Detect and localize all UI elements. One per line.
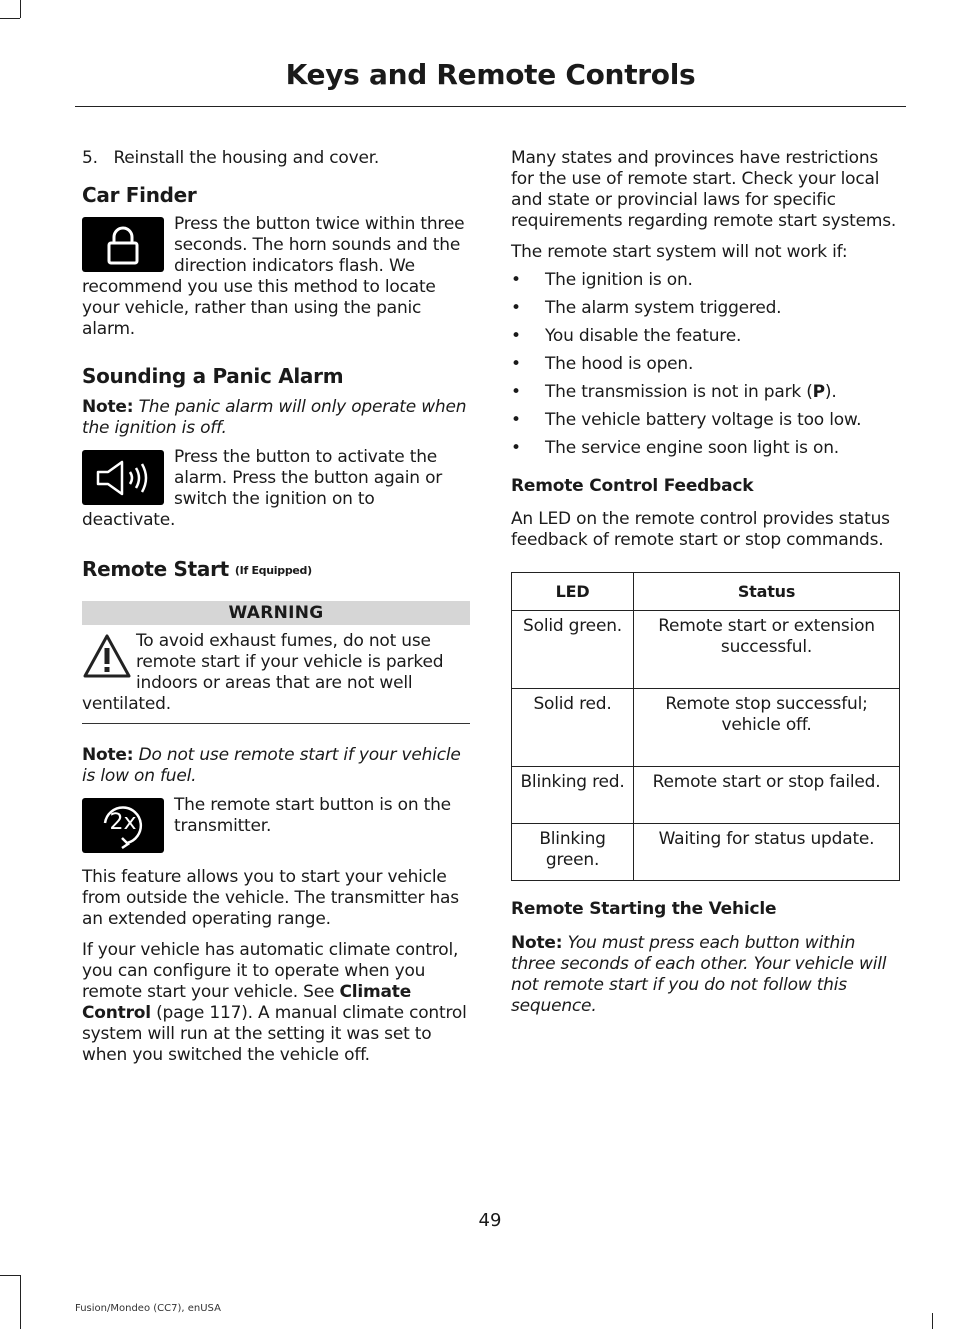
left-column <box>82 146 470 1066</box>
remote-starting-heading: Remote Starting the Vehicle <box>511 899 777 919</box>
crop-mark <box>20 1275 21 1329</box>
warning-block <box>82 631 470 715</box>
list-item: • The alarm system triggered. <box>511 298 782 318</box>
list-item: • The vehicle battery voltage is too low. <box>511 410 862 430</box>
step-text: Reinstall the housing and cover. <box>113 148 380 168</box>
conditions-list <box>511 270 900 459</box>
remote-starting-note <box>511 933 900 1017</box>
table-cell-status: Remote stop successful; vehicle off. <box>634 689 900 767</box>
para-text: If your vehicle has automatic climate control, you can configure it to operate when you remote start your vehicle. See <box>82 940 459 1002</box>
speaker-icon <box>82 450 164 505</box>
table-header-led: LED <box>512 573 634 611</box>
list-item: • The ignition is on. <box>511 270 693 290</box>
page-title: Keys and Remote Controls <box>285 58 696 91</box>
list-item: • The service engine soon light is on. <box>511 438 839 458</box>
remote-start-heading <box>82 557 470 581</box>
warning-divider <box>82 723 470 724</box>
title-rule <box>75 106 906 107</box>
panic-block <box>82 447 470 531</box>
climate-control-link[interactable]: Climate Control <box>82 982 412 1023</box>
table-cell-led: Blinking red. <box>512 767 634 824</box>
warning-bar: WARNING <box>82 601 470 625</box>
warning-triangle-icon <box>82 633 132 679</box>
if-equipped-label: (If Equipped) <box>234 564 312 577</box>
table-header-status: Status <box>634 573 900 611</box>
remote-start-button-text: The remote start button is on the transmitter. <box>174 795 451 836</box>
table-header-row <box>512 573 900 611</box>
feedback-text: An LED on the remote control provides status feedback of remote start or stop commands. <box>511 509 890 550</box>
car-finder-text: Press the button twice within three seconds. The horn sounds and the direction indicators flash. We recommend you use this method to locate your vehicle, rather than using the panic alarm. <box>82 214 465 339</box>
remote-start-title: Remote Start <box>82 557 229 581</box>
table-cell-status: Waiting for status update. <box>634 824 900 881</box>
will-not-work-text: The remote start system will not work if: <box>511 242 848 262</box>
table-cell-status: Remote start or extension successful. <box>634 611 900 689</box>
feedback-heading: Remote Control Feedback <box>511 476 754 496</box>
document-id: Fusion/Mondeo (CC7), enUSA <box>75 1303 221 1314</box>
table-cell-led: Solid green. <box>512 611 634 689</box>
car-finder-heading: Car Finder <box>82 183 197 207</box>
panic-alarm-heading: Sounding a Panic Alarm <box>82 364 344 388</box>
note-text: You must press each button within three seconds of each other. Your vehicle will not remote start if you do not follow this sequence. <box>511 933 887 1016</box>
right-column <box>511 146 900 1017</box>
table-cell-led: Blinking green. <box>512 824 634 881</box>
remote-start-button-block <box>82 795 470 855</box>
fuel-note <box>82 745 470 787</box>
warning-text: To avoid exhaust fumes, do not use remote start if your vehicle is parked indoors or areas that are not well ventilated. <box>82 631 444 714</box>
note-text: Do not use remote start if your vehicle is low on fuel. <box>82 745 461 786</box>
note-label: Note: <box>82 397 134 417</box>
list-item: • You disable the feature. <box>511 326 742 346</box>
page-number: 49 <box>478 1210 502 1231</box>
remote-start-para-1: This feature allows you to start your vehicle from outside the vehicle. The transmitter has an extended operating range. <box>82 867 459 929</box>
lock-icon <box>82 217 164 272</box>
remote-start-2x-icon <box>82 798 164 853</box>
icon-label: 2x <box>109 809 137 835</box>
crop-mark <box>20 0 21 18</box>
list-item: • The hood is open. <box>511 354 694 374</box>
table-row <box>512 767 900 824</box>
note-text: The panic alarm will only operate when the ignition is off. <box>82 397 467 438</box>
panic-text: Press the button to activate the alarm. Press the button again or switch the ignition on to deactivate. <box>82 447 443 530</box>
list-item: • The transmission is not in park (P). <box>511 382 837 402</box>
remote-start-para-2 <box>82 940 470 1066</box>
intro-text: Many states and provinces have restrictions for the use of remote start. Check your local and state or provincial laws for specific requirements regarding remote start systems. <box>511 148 897 231</box>
crop-mark <box>0 18 20 19</box>
table-cell-status: Remote start or stop failed. <box>634 767 900 824</box>
note-label: Note: <box>511 933 563 953</box>
para-text: (page 117). A manual climate control system will run at the setting it was set to when you switched the vehicle off. <box>82 1003 467 1065</box>
crop-mark <box>0 1275 20 1276</box>
car-finder-block <box>82 214 470 340</box>
crop-mark <box>932 1313 933 1329</box>
led-status-table <box>511 572 900 881</box>
table-row <box>512 689 900 767</box>
panic-note <box>82 397 470 439</box>
table-cell-led: Solid red. <box>512 689 634 767</box>
park-letter: P <box>812 382 825 402</box>
step-number: 5. <box>82 148 98 168</box>
step-5 <box>82 148 470 169</box>
table-row <box>512 611 900 689</box>
table-row <box>512 824 900 881</box>
note-label: Note: <box>82 745 134 765</box>
